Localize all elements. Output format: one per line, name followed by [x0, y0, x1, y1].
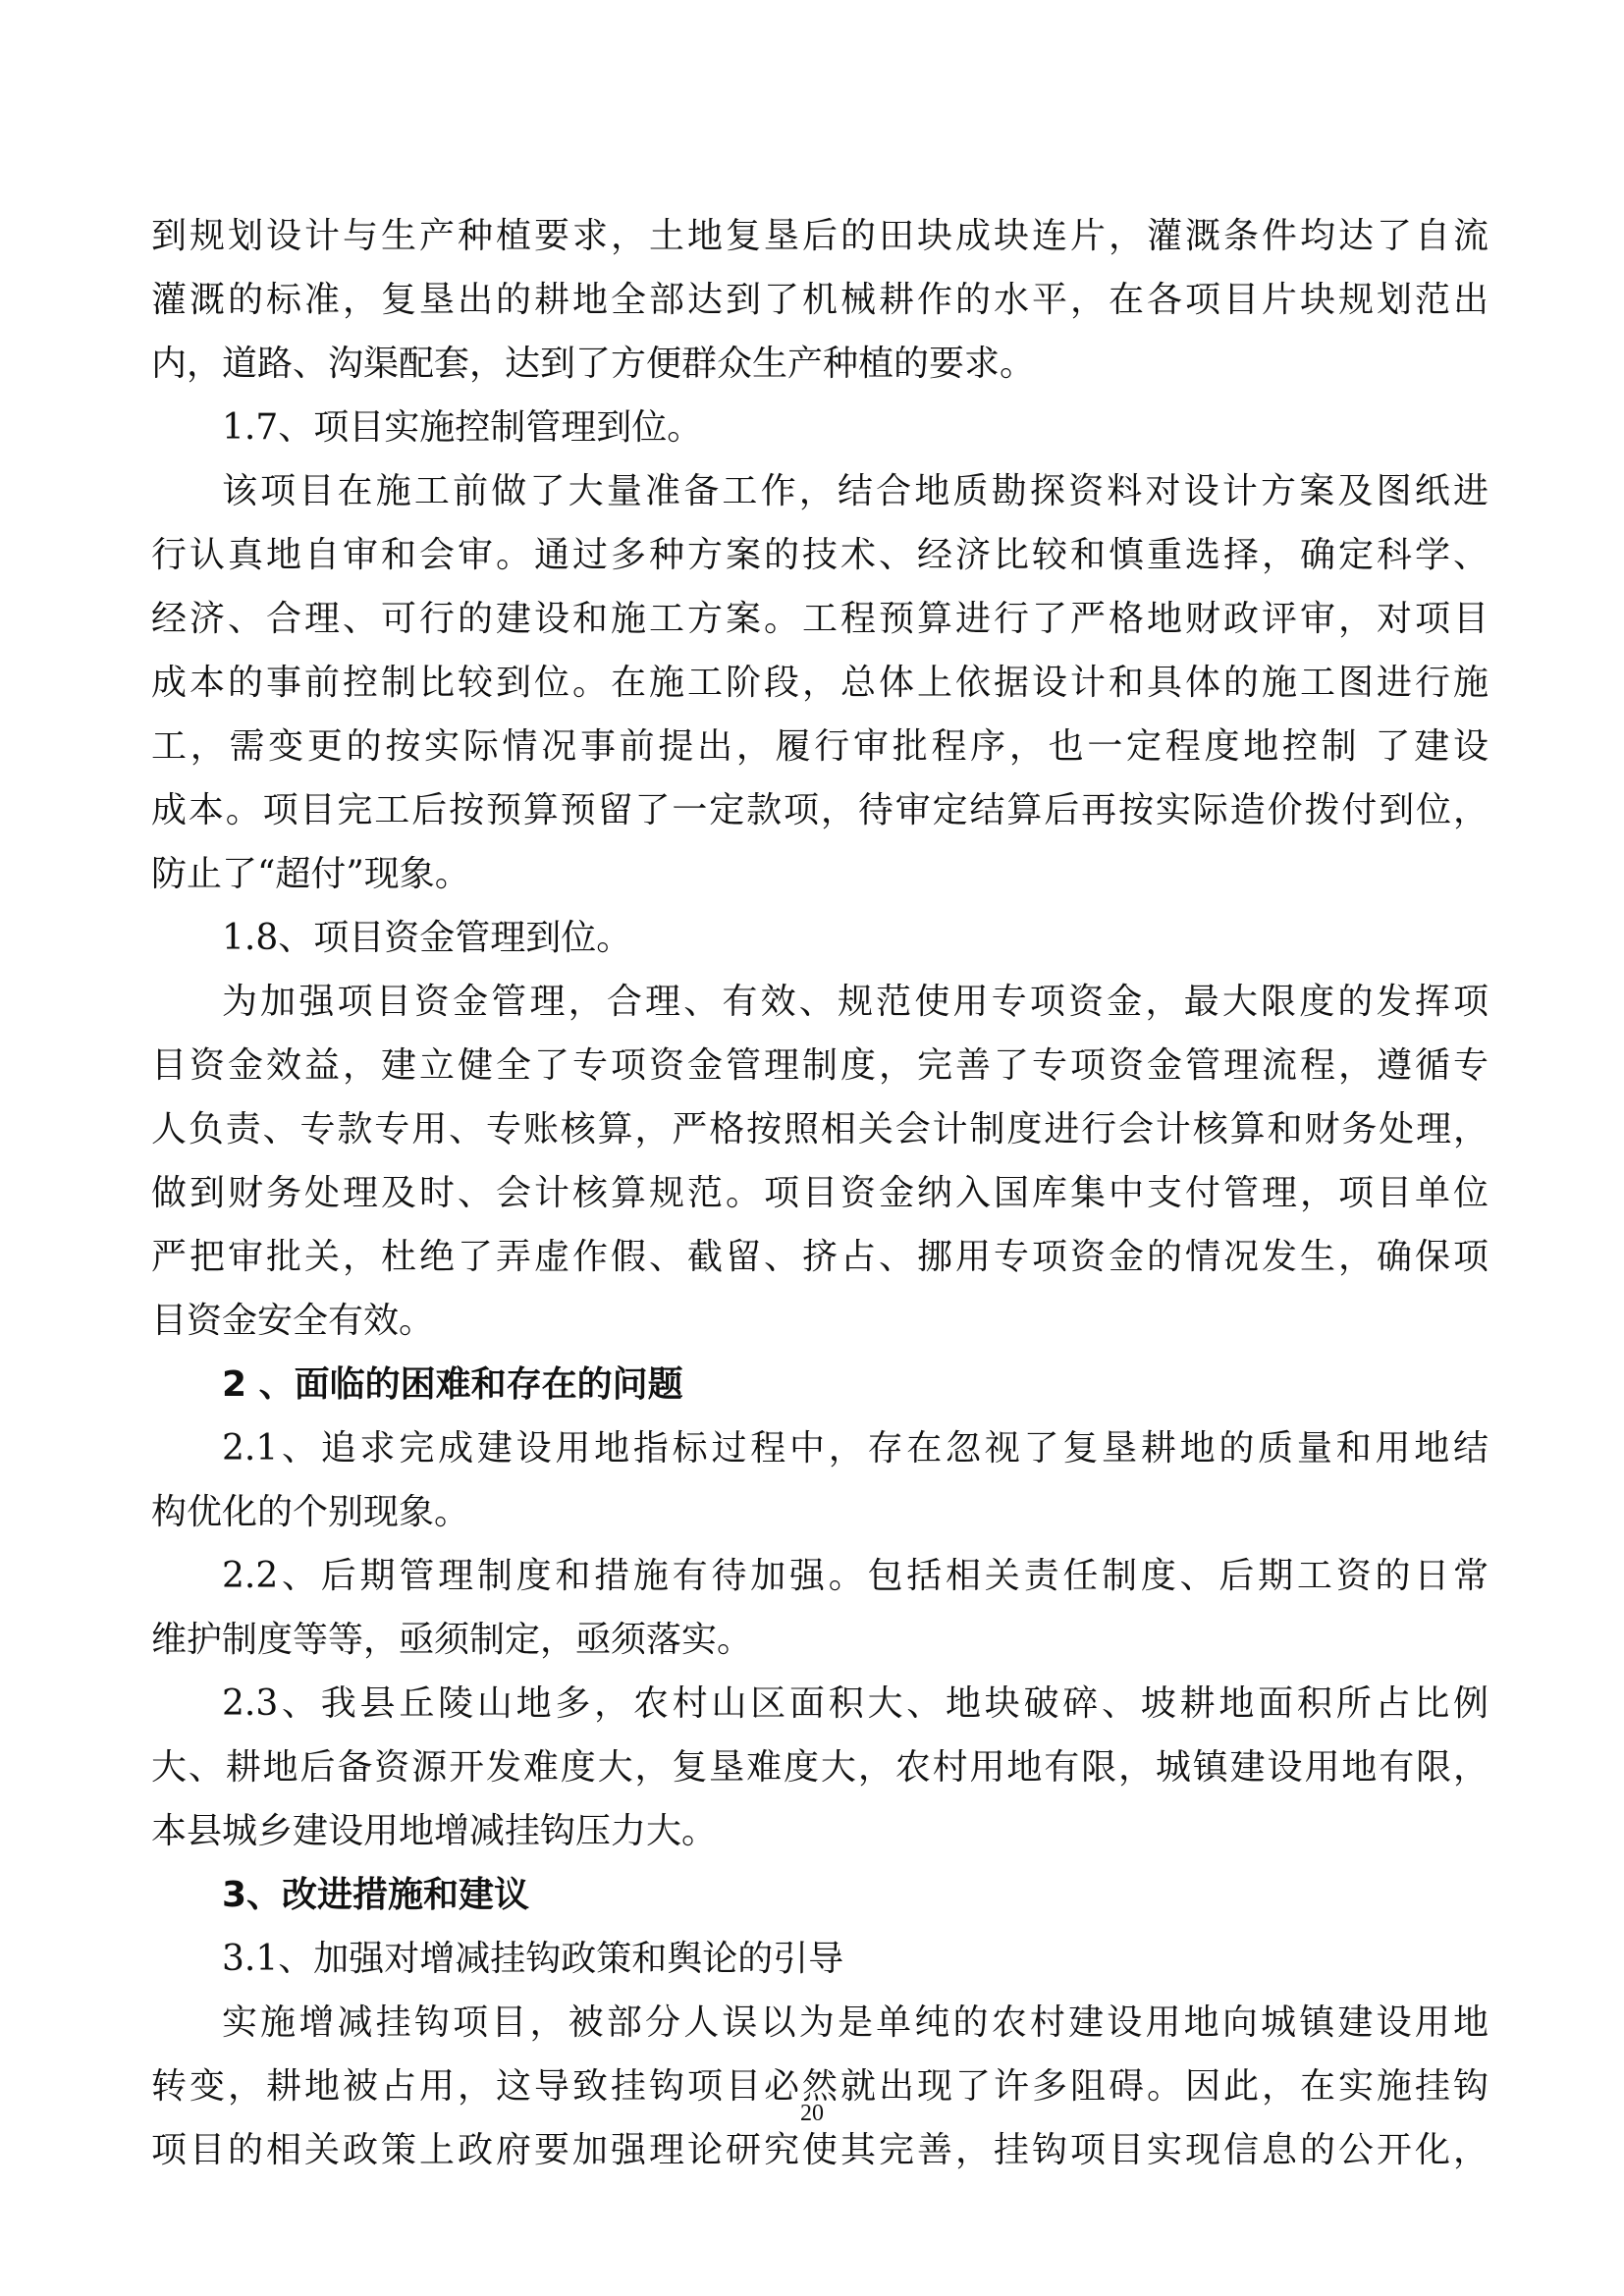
page-number: 20 [800, 2101, 824, 2126]
text-line: 人负责、专款专用、专账核算，严格按照相关会计制度进行会计核算和财务处理， [151, 1109, 1489, 1149]
section-heading-1-7: 1.7、项目实施控制管理到位。 [222, 407, 703, 448]
text-line: 2.2、后期管理制度和措施有待加强。包括相关责任制度、后期工资的日常 [222, 1556, 1489, 1596]
text-line: 该项目在施工前做了大量准备工作，结合地质勘探资料对设计方案及图纸进 [222, 471, 1489, 511]
text-line: 内，道路、沟渠配套，达到了方便群众生产种植的要求。 [151, 344, 1036, 384]
text-line: 目资金安全有效。 [151, 1301, 435, 1341]
text-line: 做到财务处理及时、会计核算规范。项目资金纳入国库集中支付管理，项目单位 [151, 1173, 1489, 1213]
section-heading-3-1: 3.1、加强对增减挂钩政策和舆论的引导 [222, 1939, 844, 1979]
text-line: 项目的相关政策上政府要加强理论研究使其完善，挂钩项目实现信息的公开化， [151, 2130, 1489, 2170]
section-heading-1-8: 1.8、项目资金管理到位。 [222, 918, 632, 958]
page-body [151, 204, 1489, 2182]
text-line: 工，需变更的按实际情况事前提出，履行审批程序，也一定程度地控制 了建设 [151, 726, 1489, 767]
text-line: 行认真地自审和会审。通过多种方案的技术、经济比较和慎重选择，确定科学、 [151, 535, 1489, 575]
text-line: 构优化的个别现象。 [151, 1492, 470, 1532]
text-line: 为加强项目资金管理，合理、有效、规范使用专项资金，最大限度的发挥项 [222, 982, 1489, 1022]
section-heading-3: 3、改进措施和建议 [222, 1875, 530, 1915]
text-line: 本县城乡建设用地增减挂钩压力大。 [151, 1811, 718, 1851]
text-line: 成本的事前控制比较到位。在施工阶段，总体上依据设计和具体的施工图进行施 [151, 663, 1489, 703]
text-line: 到规划设计与生产种植要求，土地复垦后的田块成块连片，灌溉条件均达了自流 [151, 216, 1489, 256]
text-line: 严把审批关，杜绝了弄虚作假、截留、挤占、挪用专项资金的情况发生，确保项 [151, 1237, 1489, 1277]
text-line: 防止了“超付”现象。 [151, 854, 470, 894]
text-line: 转变，耕地被占用，这导致挂钩项目必然就出现了许多阻碍。因此，在实施挂钩 [151, 2066, 1489, 2107]
text-line: 2.3、我县丘陵山地多，农村山区面积大、地块破碎、坡耕地面积所占比例 [222, 1683, 1489, 1724]
text-line: 实施增减挂钩项目，被部分人误以为是单纯的农村建设用地向城镇建设用地 [222, 2002, 1489, 2043]
text-line: 目资金效益，建立健全了专项资金管理制度，完善了专项资金管理流程，遵循专 [151, 1045, 1489, 1086]
text-line: 维护制度等等，亟须制定，亟须落实。 [151, 1620, 753, 1660]
text-line: 大、耕地后备资源开发难度大，复垦难度大，农村用地有限，城镇建设用地有限， [151, 1747, 1489, 1788]
section-heading-2: 2 、面临的困难和存在的问题 [222, 1364, 683, 1405]
text-line: 灌溉的标准，复垦出的耕地全部达到了机械耕作的水平，在各项目片块规划范出 [151, 280, 1489, 320]
text-line: 成本。项目完工后按预算预留了一定款项，待审定结算后再按实际造价拨付到位， [151, 790, 1489, 830]
text-line: 2.1、追求完成建设用地指标过程中，存在忽视了复垦耕地的质量和用地结 [222, 1428, 1489, 1468]
text-line: 经济、合理、可行的建设和施工方案。工程预算进行了严格地财政评审，对项目 [151, 599, 1489, 639]
